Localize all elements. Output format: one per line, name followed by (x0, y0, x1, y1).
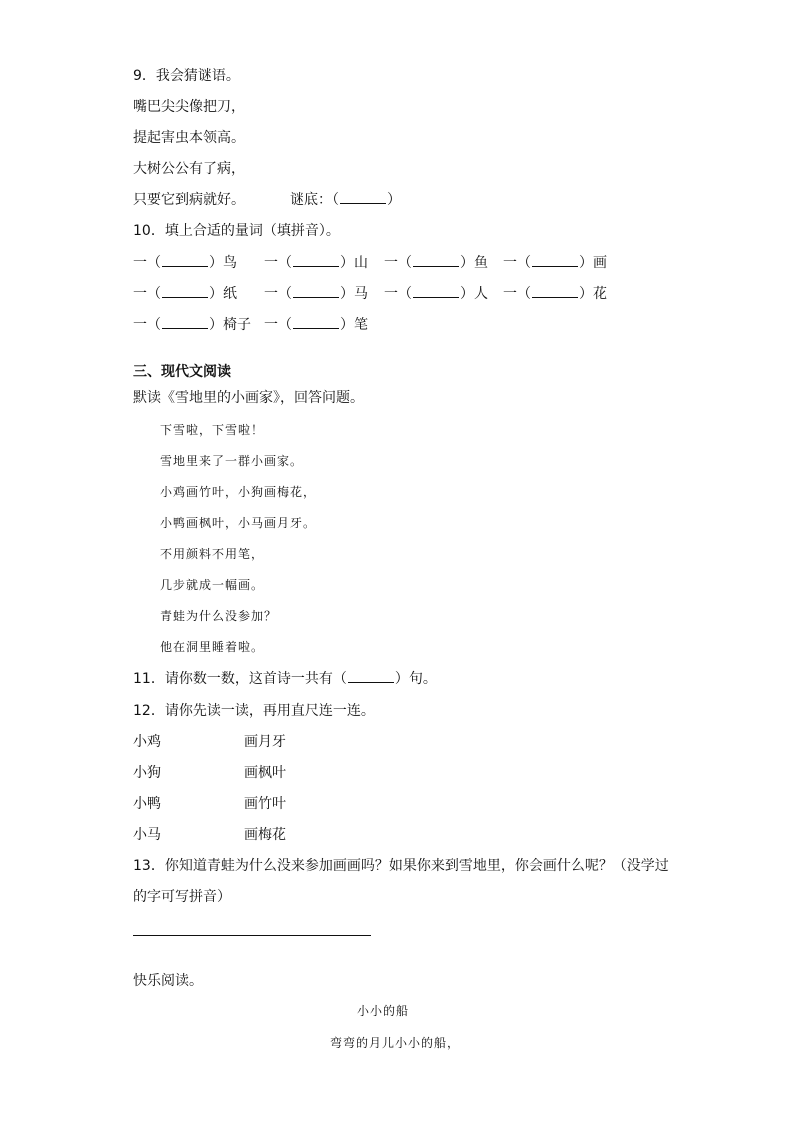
poem-line: 下雪啦，下雪啦！ (160, 423, 265, 437)
q12-title: 12．请你先读一读，再用直尺连一连。 (133, 703, 375, 719)
q9-answer: 谜底：（ ） (290, 192, 401, 208)
q9-title: 9．我会猜谜语。 (133, 68, 240, 84)
answer-blank[interactable] (532, 285, 578, 298)
q9-answer-label: 谜底：（ (290, 192, 339, 208)
measure-item: 一（ ）鸟 (133, 255, 237, 271)
measure-item: 一（ ）人 (384, 286, 488, 302)
poem-line: 雪地里来了一群小画家。 (160, 454, 304, 468)
measure-item: 一（ ）椅子 (133, 317, 251, 333)
match-left-item[interactable]: 小鸡 (133, 734, 161, 750)
answer-blank[interactable] (348, 670, 394, 683)
answer-blank[interactable] (162, 285, 208, 298)
poem-line: 青蛙为什么没参加？ (160, 609, 278, 623)
reading-poem-title: 小小的船 (356, 1004, 409, 1018)
match-right-item[interactable]: 画竹叶 (244, 796, 286, 812)
measure-item: 一（ ）花 (503, 286, 607, 302)
answer-blank[interactable] (413, 285, 459, 298)
section-heading: 三、现代文阅读 (133, 364, 231, 380)
q9-line-3: 大树公公有了病， (133, 161, 245, 177)
q10-title: 10．填上合适的量词（填拼音）。 (133, 223, 340, 239)
answer-blank[interactable] (532, 254, 578, 267)
answer-blank[interactable] (162, 254, 208, 267)
q13-line-1: 13．你知道青蛙为什么没来参加画画吗？如果你来到雪地里，你会画什么呢？（没学过 (133, 858, 669, 874)
measure-item: 一（ ）画 (503, 255, 607, 271)
poem-line: 几步就成一幅画。 (160, 578, 265, 592)
measure-item: 一（ ）山 (264, 255, 368, 271)
q9-line-1: 嘴巴尖尖像把刀， (133, 99, 245, 115)
reading-poem-line: 弯弯的月儿小小的船， (330, 1036, 461, 1050)
q13-line-2: 的字可写拼音） (133, 889, 231, 905)
measure-item: 一（ ）马 (264, 286, 368, 302)
answer-blank[interactable] (340, 191, 386, 204)
poem-line: 不用颜料不用笔， (160, 547, 265, 561)
section-intro: 默读《雪地里的小画家》，回答问题。 (133, 390, 364, 406)
answer-blank[interactable] (413, 254, 459, 267)
poem-line: 他在洞里睡着啦。 (160, 640, 265, 654)
measure-item: 一（ ）纸 (133, 286, 237, 302)
match-left-item[interactable]: 小狗 (133, 765, 161, 781)
q11: 11．请你数一数，这首诗一共有（ ）句。 (133, 671, 437, 687)
q9-line-4: 只要它到病就好。 (133, 192, 245, 208)
answer-blank[interactable] (293, 316, 339, 329)
match-left-item[interactable]: 小鸭 (133, 796, 161, 812)
answer-blank[interactable] (293, 285, 339, 298)
answer-blank[interactable] (293, 254, 339, 267)
answer-blank[interactable] (162, 316, 208, 329)
measure-item: 一（ ）鱼 (384, 255, 488, 271)
match-left-item[interactable]: 小马 (133, 827, 161, 843)
measure-item: 一（ ）笔 (264, 317, 368, 333)
match-right-item[interactable]: 画梅花 (244, 827, 286, 843)
answer-line[interactable] (133, 935, 371, 936)
q9-line-2: 提起害虫本领高。 (133, 130, 245, 146)
poem-line: 小鸡画竹叶，小狗画梅花， (160, 485, 317, 499)
poem-line: 小鸭画枫叶，小马画月牙。 (160, 516, 317, 530)
match-right-item[interactable]: 画枫叶 (244, 765, 286, 781)
match-right-item[interactable]: 画月牙 (244, 734, 286, 750)
reading-label: 快乐阅读。 (133, 973, 203, 989)
